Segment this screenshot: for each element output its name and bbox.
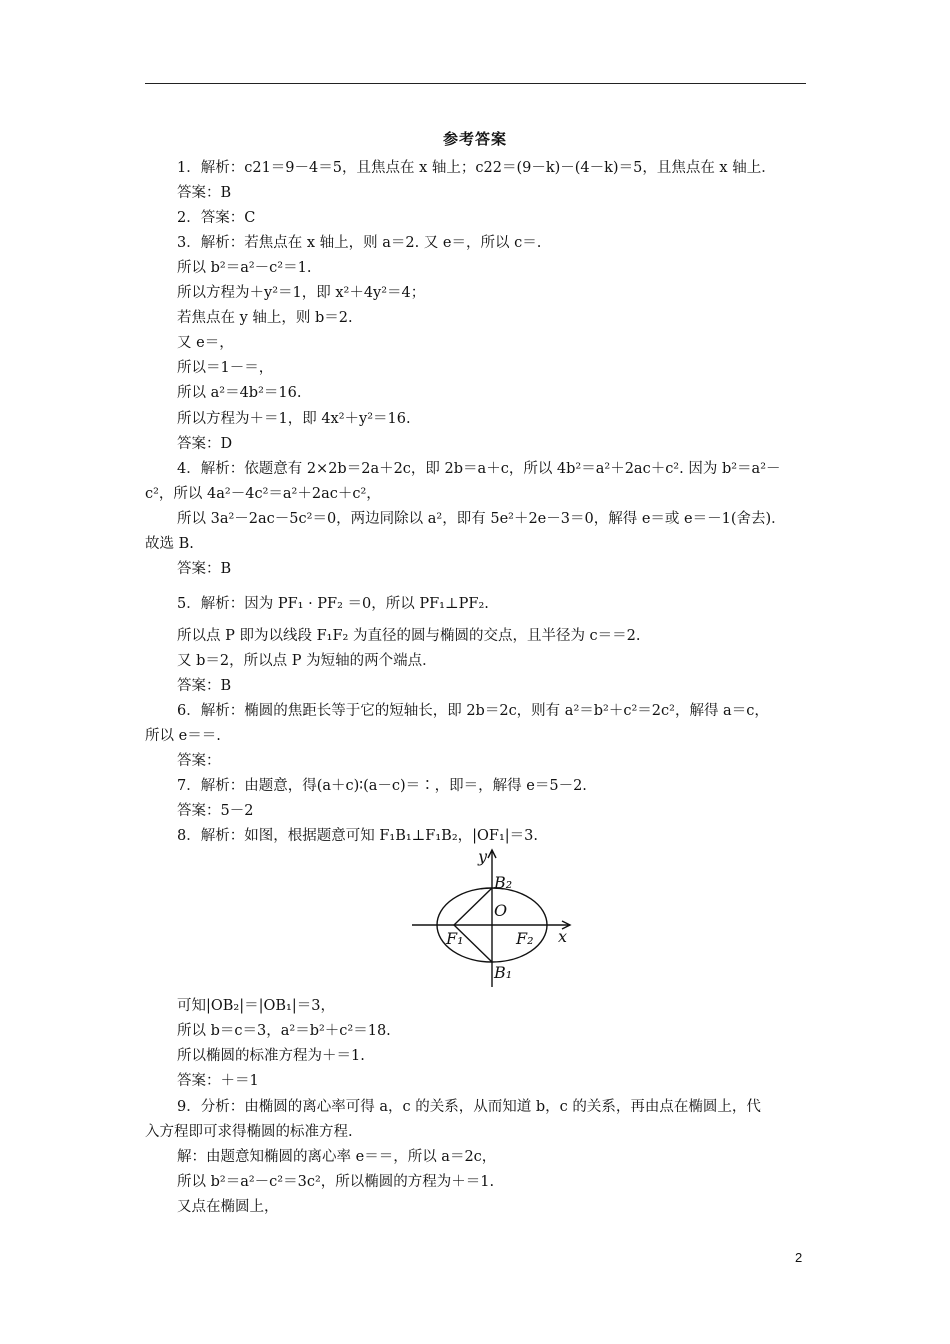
text-line: 所以 a²＝4b²＝16. <box>177 385 302 401</box>
text-line: 解：由题意知椭圆的离心率 e＝＝，所以 a＝2c， <box>177 1149 497 1165</box>
label-x: x <box>558 927 568 946</box>
text-line: 2．答案：C <box>177 210 256 226</box>
text-line: 3．解析：若焦点在 x 轴上，则 a＝2. 又 e＝，所以 c＝. <box>177 235 542 251</box>
text-line: 可知|OB₂|＝|OB₁|＝3， <box>177 998 335 1014</box>
text-line: 答案：B <box>177 678 232 694</box>
text-line: 又点在椭圆上， <box>177 1199 279 1215</box>
text-line: 若焦点在 y 轴上，则 b＝2. <box>177 310 353 326</box>
text-line: 答案：B <box>177 561 232 577</box>
text-line: 1．解析：c21＝9－4＝5，且焦点在 x 轴上；c22＝(9－k)－(4－k)＝5，且焦点在 x 轴上． <box>177 160 776 176</box>
header-rule <box>145 83 806 84</box>
label-o: O <box>494 901 508 920</box>
text-line: 又 e＝， <box>177 335 234 351</box>
text-line: 所以点 P 即为以线段 F₁F₂ 为直径的圆与椭圆的交点，且半径为 c＝＝2. <box>177 628 641 644</box>
label-f1: F₁ <box>446 929 464 948</box>
label-y: y <box>478 847 488 866</box>
segment-f1-b2 <box>454 888 492 925</box>
text-line: 所以 b²＝a²－c²＝3c²，所以椭圆的方程为＋＝1. <box>177 1174 495 1190</box>
text-line: 9．分析：由椭圆的离心率可得 a，c 的关系，从而知道 b，c 的关系，再由点在椭圆上，代 <box>177 1099 761 1115</box>
text-line: 所以椭圆的标准方程为＋＝1. <box>177 1048 365 1064</box>
section-title: 参考答案 <box>442 130 507 148</box>
text-line: 入方程即可求得椭圆的标准方程. <box>145 1124 353 1140</box>
text-line: 所以＝1－＝， <box>177 360 274 376</box>
page-number: 2 <box>795 1250 803 1265</box>
text-line: 6．解析：椭圆的焦距长等于它的短轴长，即 2b＝2c，则有 a²＝b²＋c²＝2c²，解得 a＝c， <box>177 703 769 719</box>
text-line: 答案： <box>177 753 221 769</box>
text-line: 故选 B. <box>145 536 194 552</box>
text-line: 答案：B <box>177 185 232 201</box>
label-f2: F₂ <box>516 929 534 948</box>
text-line: 所以 b＝c＝3，a²＝b²＋c²＝18. <box>177 1023 391 1039</box>
text-line: 答案：5－2 <box>177 803 254 819</box>
label-b2: B₂ <box>494 873 513 892</box>
text-line: 所以 3a²－2ac－5c²＝0，两边同除以 a²，即有 5e²＋2e－3＝0，解得 e＝或 e＝－1(舍去)． <box>177 511 786 527</box>
text-line: 答案：＋＝1 <box>177 1073 259 1089</box>
text-line: 8．解析：如图，根据题意可知 F₁B₁⊥F₁B₂，|OF₁|＝3. <box>177 828 539 844</box>
text-line: 4．解析：依题意有 2×2b＝2a＋2c，即 2b＝a＋c，所以 4b²＝a²＋2ac＋c². 因为 b²＝a²－ <box>177 461 781 477</box>
text-line: 7．解析：由题意，得(a＋c)∶(a－c)＝∶，即＝，解得 e＝5－2. <box>177 778 587 794</box>
text-line: 又 b＝2，所以点 P 为短轴的两个端点． <box>177 653 437 669</box>
text-line: 所以 e＝＝. <box>145 728 221 744</box>
text-line: c²，所以 4a²－4c²＝a²＋2ac＋c²， <box>145 486 381 502</box>
text-line: 所以方程为＋y²＝1，即 x²＋4y²＝4； <box>177 285 426 301</box>
label-b1: B₁ <box>494 963 513 982</box>
text-line: 所以 b²＝a²－c²＝1. <box>177 260 312 276</box>
text-line: 所以方程为＋＝1，即 4x²＋y²＝16. <box>177 411 411 427</box>
text-line: 答案：D <box>177 436 233 452</box>
text-line: 5．解析：因为 PF₁ · PF₂ ＝0，所以 PF₁⊥PF₂. <box>177 596 489 612</box>
ellipse-figure <box>410 842 580 992</box>
